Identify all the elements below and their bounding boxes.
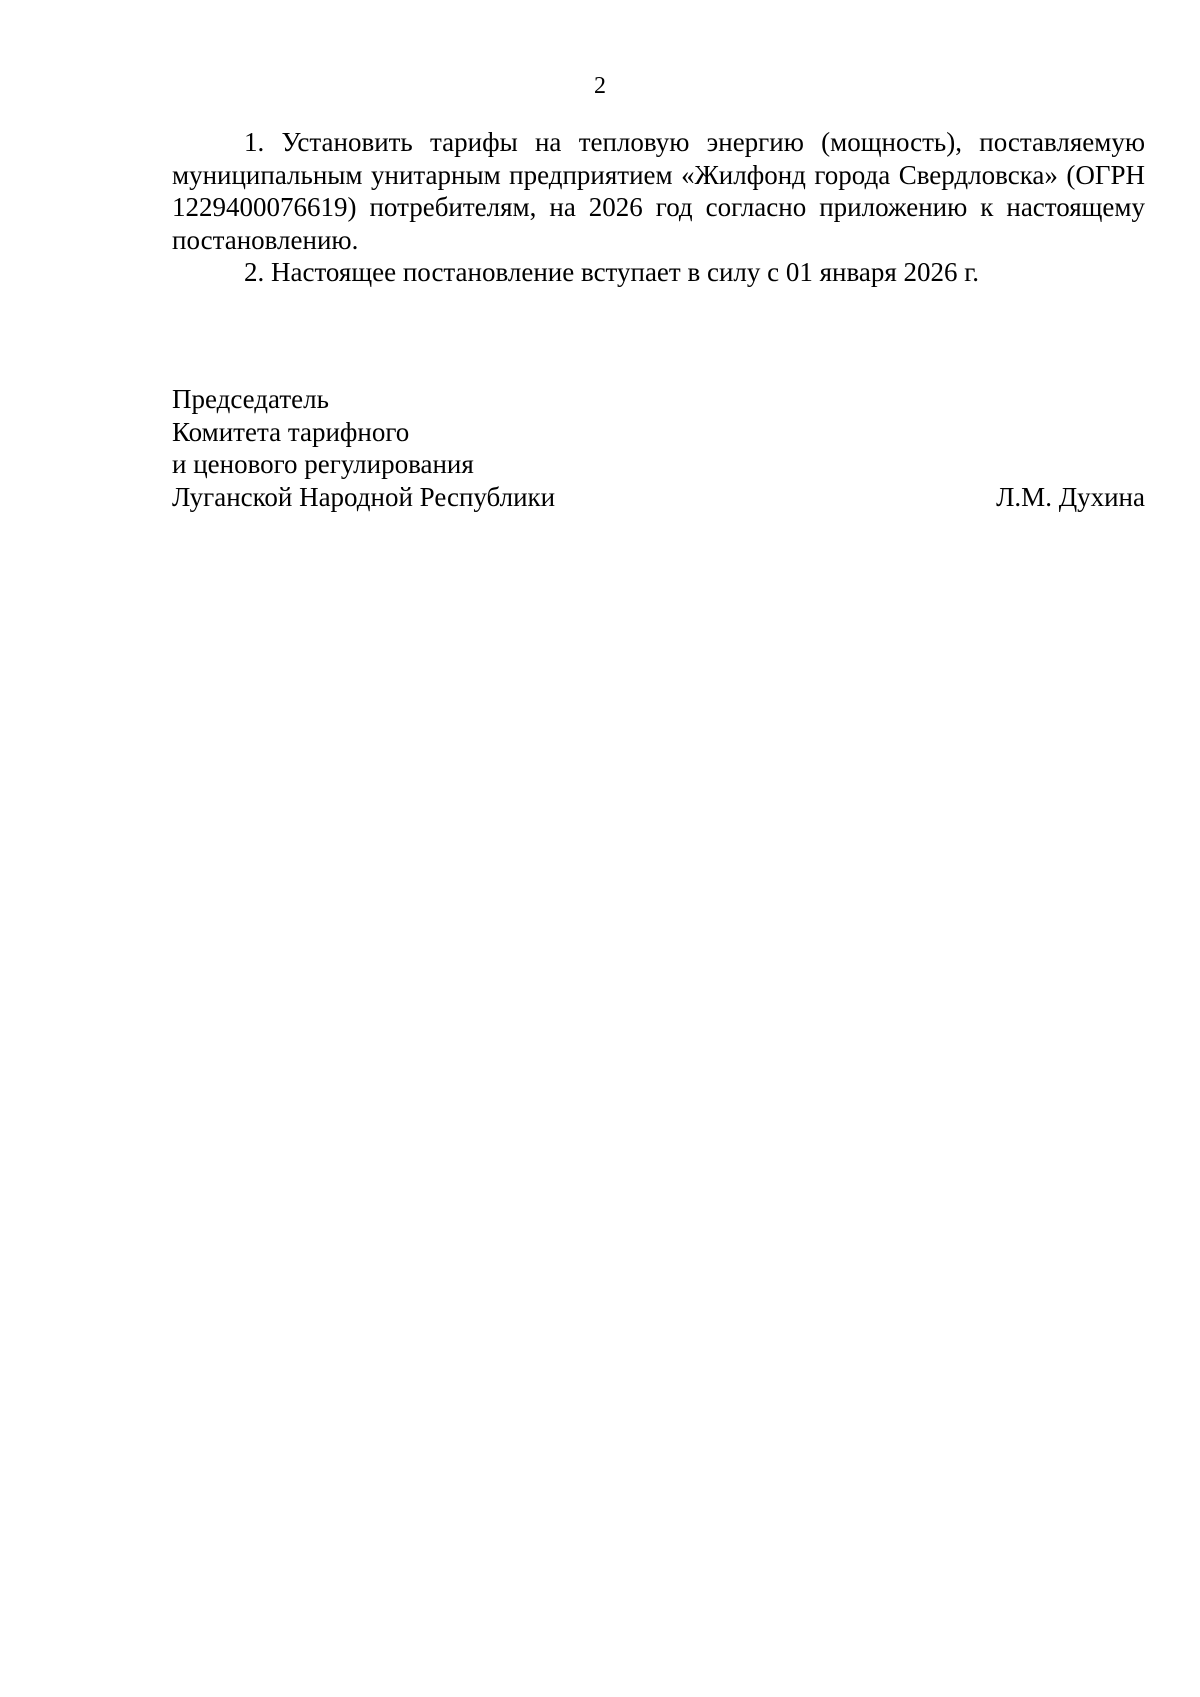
- signatory-name: Л.М. Духина: [996, 481, 1145, 512]
- signature-final-line: [172, 481, 1145, 514]
- signatory-position-line-2: Комитета тарифного: [172, 416, 410, 447]
- signatory-position-line-3: и ценового регулирования: [172, 449, 474, 479]
- document-body: [172, 126, 1145, 289]
- paragraph-2: 2. Настоящее постановление вступает в силу с 01 января 2026 г.: [244, 257, 980, 287]
- signature-block: [172, 383, 1145, 513]
- paragraph-1: 1. Установить тарифы на тепловую энергию (мощность), поставляемую муниципальным унитарным предприятием «Жилфонд города Свердловска» (ОГРН 1229400076619) потребителям, на 2026 год согласно приложению к настоящему постановлению.: [172, 127, 1145, 255]
- signatory-position-line-4: Луганской Народной Республики: [172, 481, 556, 512]
- signatory-position-line-1: Председатель: [172, 384, 329, 414]
- page-number: 2: [594, 73, 606, 99]
